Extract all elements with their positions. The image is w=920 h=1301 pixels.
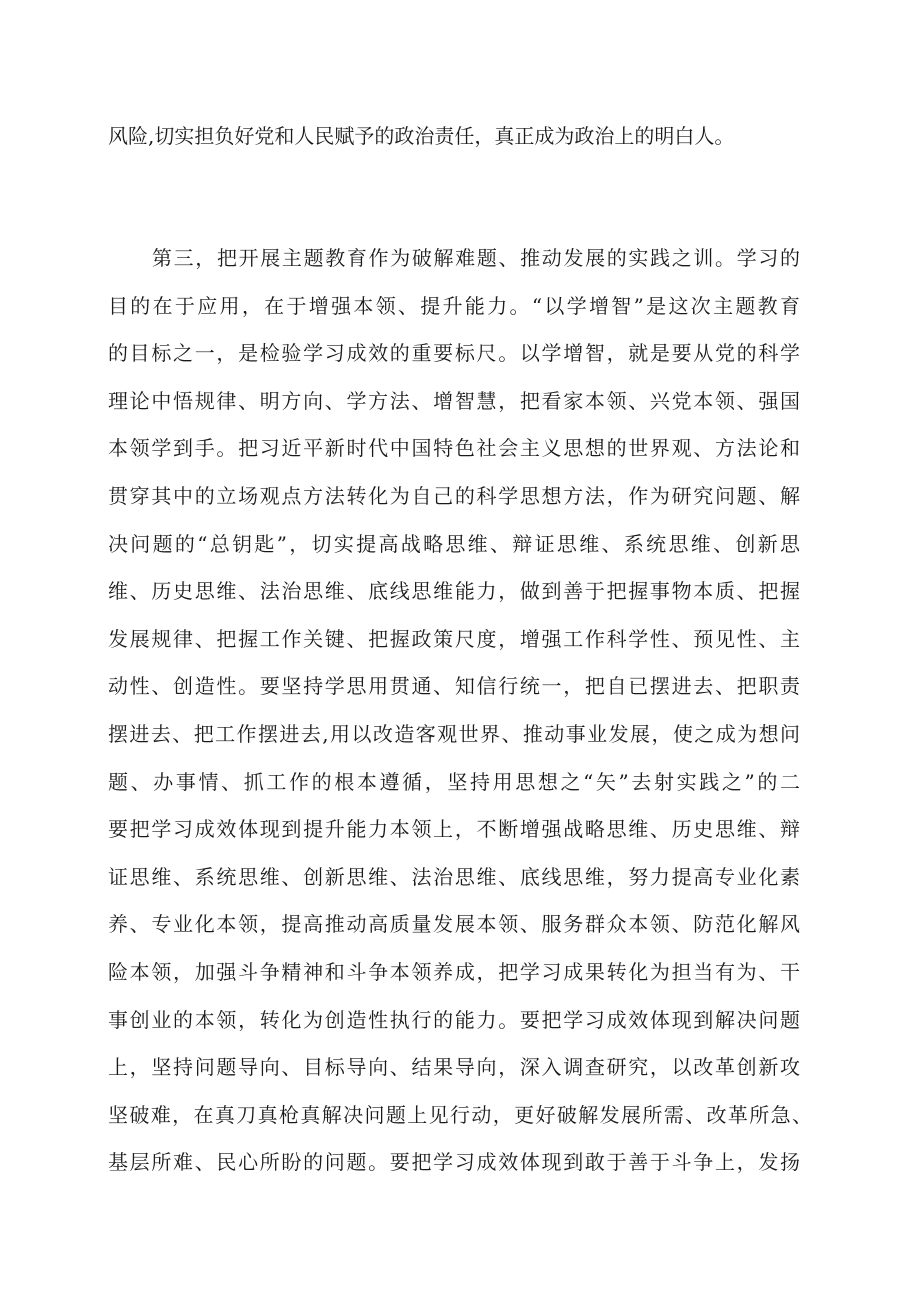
carryover-line: 风险,切实担负好党和人民赋予的政治责任，真正成为政治上的明白人。 bbox=[108, 124, 735, 148]
paragraph-line: 本领学到手。把习近平新时代中国特色社会主义思想的世界观、方法论和 bbox=[108, 436, 800, 461]
paragraph-line: 摆进去、把工作摆进去,用以改造客观世界、推动事业发展，使之成为想问 bbox=[108, 722, 800, 746]
paragraph-line: 证思维、系统思维、创新思维、法治思维、底线思维，努力提高专业化素 bbox=[108, 864, 800, 889]
paragraph-line: 发展规律、把握工作关键、把握政策尺度，增强工作科学性、预见性、主 bbox=[108, 626, 800, 651]
paragraph-line: 养、专业化本领，提高推动高质量发展本领、服务群众本领、防范化解风 bbox=[108, 912, 800, 937]
paragraph-line: 事创业的本领，转化为创造性执行的能力。要把学习成效体现到解决问题 bbox=[108, 1007, 800, 1032]
paragraph-line: 基层所难、民心所盼的问题。要把学习成效体现到敢于善于斗争上，发扬 bbox=[108, 1150, 800, 1175]
paragraph-line: 贯穿其中的立场观点方法转化为自己的科学思想方法，作为研究问题、解 bbox=[108, 484, 800, 508]
paragraph-line: 的目标之一，是检验学习成效的重要标尺。以学增智，就是要从党的科学 bbox=[108, 341, 800, 366]
paragraph-line: 险本领，加强斗争精神和斗争本领养成，把学习成果转化为担当有为、干 bbox=[108, 960, 800, 984]
paragraph-line: 要把学习成效体现到提升能力本领上，不断增强战略思维、历史思维、辩 bbox=[108, 817, 800, 842]
paragraph-line: 上，坚持问题导向、目标导向、结果导向，深入调查研究，以改革创新攻 bbox=[108, 1055, 800, 1080]
paragraph-line: 动性、创造性。要坚持学思用贯通、知信行统一，把自已摆进去、把职责 bbox=[108, 674, 800, 699]
paragraph-line: 第三，把开展主题教育作为破解难题、推动发展的实践之训。学习的 bbox=[152, 246, 800, 270]
paragraph-line: 维、历史思维、法治思维、底线思维能力，做到善于把握事物本质、把握 bbox=[108, 579, 800, 604]
paragraph-line: 题、办事情、抓工作的根本遵循，坚持用思想之“矢”去射实践之”的二 bbox=[108, 769, 800, 794]
paragraph-line: 目的在于应用，在于增强本领、提升能力。“以学增智”是这次主题教育 bbox=[108, 293, 800, 318]
paragraph-line: 决问题的“总钥匙”，切实提高战略思维、辩证思维、系统思维、创新思 bbox=[108, 531, 800, 556]
paragraph-line: 理论中悟规律、明方向、学方法、增智慧，把看家本领、兴党本领、强国 bbox=[108, 388, 800, 413]
paragraph-line: 坚破难，在真刀真枪真解决问题上见行动，更好破解发展所需、改革所急、 bbox=[108, 1102, 812, 1127]
